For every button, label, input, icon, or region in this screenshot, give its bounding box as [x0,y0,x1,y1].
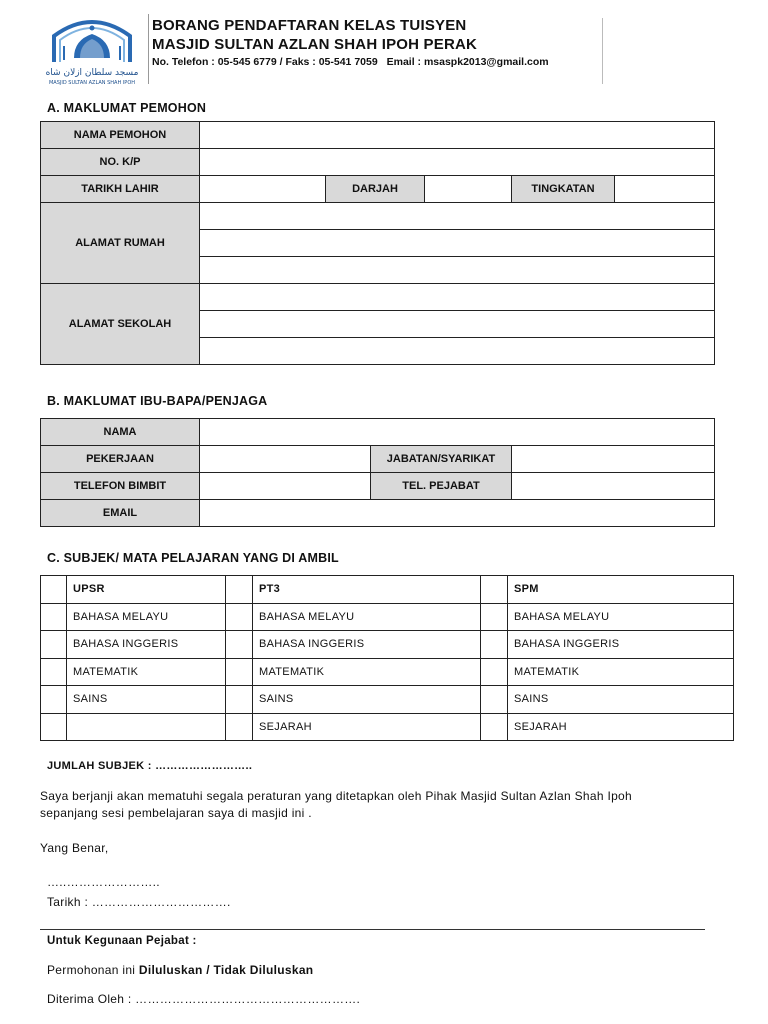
checkbox-spm-mt[interactable] [481,658,508,686]
contact-line [152,56,602,68]
checkbox-pt3-bm[interactable] [226,603,253,631]
field-telefon-bimbit[interactable] [200,473,371,500]
label-pekerjaan: PEKERJAAN [41,446,200,473]
mosque-logo [44,14,140,86]
checkbox-header-spm [481,576,508,604]
header-upsr: UPSR [67,576,226,604]
checkbox-header-upsr [41,576,67,604]
label-alamat-sekolah: ALAMAT SEKOLAH [41,284,200,365]
subject-spm-mt: MATEMATIK [508,658,734,686]
subject-spm-sains: SAINS [508,686,734,714]
contact-email: Email : msaspk2013@gmail.com [386,56,549,68]
divider-line [40,929,705,930]
checkbox-spm-bi[interactable] [481,631,508,659]
label-nama-penjaga: NAMA [41,419,200,446]
subject-pt3-sains: SAINS [253,686,481,714]
checkbox-spm-bm[interactable] [481,603,508,631]
guardian-info-table [40,418,715,527]
checkbox-pt3-mt[interactable] [226,658,253,686]
field-alamat-sekolah-3[interactable] [200,338,715,365]
label-tarikh-lahir: TARIKH LAHIR [41,176,200,203]
section-c-title: C. SUBJEK/ MATA PELAJARAN YANG DI AMBIL [47,551,339,565]
jumlah-subjek: JUMLAH SUBJEK : …………………….. [47,760,253,772]
institution-title: MASJID SULTAN AZLAN SHAH IPOH PERAK [152,36,478,53]
logo-arabic-text: مسجد سلطان ازلان شاه [45,68,139,78]
diluluskan-option[interactable]: Diluluskan [138,963,203,977]
subject-upsr-sains: SAINS [67,686,226,714]
subject-spm-bm: BAHASA MELAYU [508,603,734,631]
field-pekerjaan[interactable] [200,446,371,473]
subject-pt3-mt: MATEMATIK [253,658,481,686]
header-right-line [602,18,603,84]
subject-row [41,603,734,631]
checkbox-upsr-sains[interactable] [41,686,67,714]
header-pt3: PT3 [253,576,481,604]
field-alamat-rumah-3[interactable] [200,257,715,284]
pledge-line-2: sepanjang sesi pembelajaran saya di masjid ini . [40,806,312,820]
label-tingkatan: TINGKATAN [512,176,615,203]
subject-pt3-sejarah: SEJARAH [253,713,481,741]
subject-upsr-empty [67,713,226,741]
label-email: EMAIL [41,500,200,527]
pledge-line-1: Saya berjanji akan mematuhi segala peraturan yang ditetapkan oleh Pihak Masjid Sultan Azlan Shah Ipoh [40,789,632,803]
subject-spm-bi: BAHASA INGGERIS [508,631,734,659]
tarikh-line: Tarikh : ……………………………. [47,895,231,909]
label-no-kp: NO. K/P [41,149,200,176]
field-email[interactable] [200,500,715,527]
checkbox-header-pt3 [226,576,253,604]
field-alamat-sekolah-1[interactable] [200,284,715,311]
signature-line: …..………………….. [47,875,160,889]
phone-fax: No. Telefon : 05-545 6779 / Faks : 05-541 7059 [152,56,378,68]
field-tarikh-lahir[interactable] [200,176,326,203]
field-tingkatan[interactable] [615,176,715,203]
field-nama-pemohon[interactable] [200,122,715,149]
office-use-title: Untuk Kegunaan Pejabat : [47,935,197,947]
checkbox-upsr-bi[interactable] [41,631,67,659]
label-jabatan-syarikat: JABATAN/SYARIKAT [371,446,512,473]
checkbox-pt3-bi[interactable] [226,631,253,659]
diterima-oleh: Diterima Oleh : ………………………………………………. [47,992,361,1006]
checkbox-upsr-empty[interactable] [41,713,67,741]
subject-upsr-bi: BAHASA INGGERIS [67,631,226,659]
subject-upsr-mt: MATEMATIK [67,658,226,686]
subject-pt3-bm: BAHASA MELAYU [253,603,481,631]
permohonan-prefix: Permohonan ini [47,963,139,977]
field-nama-penjaga[interactable] [200,419,715,446]
label-telefon-bimbit: TELEFON BIMBIT [41,473,200,500]
subject-row [41,686,734,714]
checkbox-spm-sejarah[interactable] [481,713,508,741]
field-no-kp[interactable] [200,149,715,176]
subject-pt3-bi: BAHASA INGGERIS [253,631,481,659]
field-alamat-sekolah-2[interactable] [200,311,715,338]
header-text [152,16,602,68]
field-tel-pejabat[interactable] [512,473,715,500]
checkbox-upsr-bm[interactable] [41,603,67,631]
field-jabatan-syarikat[interactable] [512,446,715,473]
subject-row [41,631,734,659]
label-alamat-rumah: ALAMAT RUMAH [41,203,200,284]
logo-subtext: MASJID SULTAN AZLAN SHAH IPOH [48,80,136,86]
checkbox-upsr-mt[interactable] [41,658,67,686]
subject-spm-sejarah: SEJARAH [508,713,734,741]
section-b-title: B. MAKLUMAT IBU-BAPA/PENJAGA [47,394,268,408]
form-header [40,14,605,86]
label-nama-pemohon: NAMA PEMOHON [41,122,200,149]
tidak-diluluskan-option[interactable]: Tidak Diluluskan [213,963,314,977]
header-divider [148,14,149,84]
checkbox-spm-sains[interactable] [481,686,508,714]
label-tel-pejabat: TEL. PEJABAT [371,473,512,500]
field-alamat-rumah-1[interactable] [200,203,715,230]
permohonan-status [47,963,313,977]
subject-row [41,713,734,741]
applicant-info-table [40,121,715,365]
form-title: BORANG PENDAFTARAN KELAS TUISYEN [152,17,467,34]
section-a-title: A. MAKLUMAT PEMOHON [47,101,207,115]
label-darjah: DARJAH [326,176,425,203]
status-separator: / [202,963,214,977]
field-alamat-rumah-2[interactable] [200,230,715,257]
checkbox-pt3-sejarah[interactable] [226,713,253,741]
subjects-table [40,575,734,741]
checkbox-pt3-sains[interactable] [226,686,253,714]
subject-upsr-bm: BAHASA MELAYU [67,603,226,631]
field-darjah[interactable] [425,176,512,203]
subject-row [41,658,734,686]
header-spm: SPM [508,576,734,604]
yang-benar: Yang Benar, [40,841,109,855]
